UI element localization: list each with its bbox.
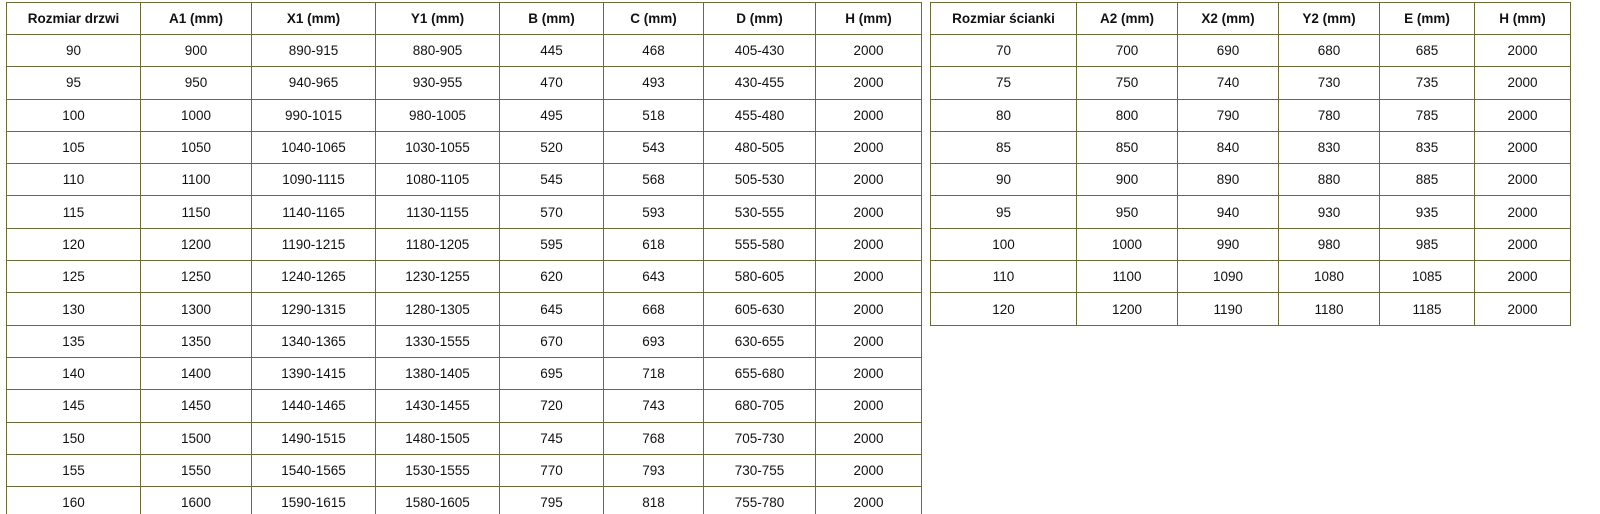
- table-cell: 1030-1055: [376, 131, 500, 163]
- table-cell: 740: [1178, 67, 1279, 99]
- table-cell: 1330-1555: [376, 325, 500, 357]
- table-cell: 1480-1505: [376, 422, 500, 454]
- table-cell: 680-705: [704, 390, 816, 422]
- table-cell: 668: [604, 293, 704, 325]
- table-cell: 75: [931, 67, 1077, 99]
- walls-table-column-header: X2 (mm): [1178, 3, 1279, 35]
- table-cell: 935: [1380, 196, 1475, 228]
- table-cell: 70: [931, 35, 1077, 67]
- table-cell: 985: [1380, 228, 1475, 260]
- table-cell: 780: [1279, 99, 1380, 131]
- table-cell: 85: [931, 131, 1077, 163]
- table-cell: 1450: [141, 390, 252, 422]
- table-cell: 1150: [141, 196, 252, 228]
- table-cell: 518: [604, 99, 704, 131]
- doors-table-body: [7, 35, 922, 514]
- table-cell: 618: [604, 228, 704, 260]
- table-cell: 90: [931, 164, 1077, 196]
- table-cell: 505-530: [704, 164, 816, 196]
- table-cell: 90: [7, 35, 141, 67]
- table-cell: 1190: [1178, 293, 1279, 325]
- table-cell: 735: [1380, 67, 1475, 99]
- table-row: [7, 261, 922, 293]
- table-cell: 545: [500, 164, 604, 196]
- table-row: [931, 67, 1571, 99]
- doors-table-column-header: B (mm): [500, 3, 604, 35]
- table-cell: 520: [500, 131, 604, 163]
- table-cell: 605-630: [704, 293, 816, 325]
- table-cell: 1080: [1279, 261, 1380, 293]
- table-cell: 930-955: [376, 67, 500, 99]
- table-cell: 580-605: [704, 261, 816, 293]
- table-cell: 990: [1178, 228, 1279, 260]
- table-cell: 568: [604, 164, 704, 196]
- table-cell: 1500: [141, 422, 252, 454]
- table-cell: 785: [1380, 99, 1475, 131]
- table-cell: 818: [604, 487, 704, 514]
- table-row: [931, 261, 1571, 293]
- table-row: [7, 293, 922, 325]
- table-header-row: [931, 3, 1571, 35]
- doors-table-column-header: C (mm): [604, 3, 704, 35]
- table-cell: 80: [931, 99, 1077, 131]
- table-cell: 718: [604, 357, 704, 389]
- table-row: [931, 35, 1571, 67]
- table-cell: 1540-1565: [252, 454, 376, 486]
- table-cell: 155: [7, 454, 141, 486]
- table-row: [7, 390, 922, 422]
- table-cell: 770: [500, 454, 604, 486]
- table-cell: 1100: [141, 164, 252, 196]
- table-cell: 2000: [1475, 164, 1571, 196]
- table-cell: 2000: [816, 164, 922, 196]
- table-cell: 1200: [141, 228, 252, 260]
- table-cell: 115: [7, 196, 141, 228]
- table-cell: 730: [1279, 67, 1380, 99]
- table-cell: 2000: [816, 35, 922, 67]
- table-cell: 1250: [141, 261, 252, 293]
- table-cell: 695: [500, 357, 604, 389]
- table-cell: 1300: [141, 293, 252, 325]
- table-cell: 880-905: [376, 35, 500, 67]
- table-cell: 730-755: [704, 454, 816, 486]
- table-cell: 2000: [816, 422, 922, 454]
- table-cell: 470: [500, 67, 604, 99]
- table-cell: 1290-1315: [252, 293, 376, 325]
- walls-table-header: [931, 3, 1571, 35]
- table-cell: 990-1015: [252, 99, 376, 131]
- table-cell: 685: [1380, 35, 1475, 67]
- table-cell: 1590-1615: [252, 487, 376, 514]
- table-cell: 2000: [1475, 261, 1571, 293]
- table-cell: 130: [7, 293, 141, 325]
- table-cell: 135: [7, 325, 141, 357]
- table-cell: 930: [1279, 196, 1380, 228]
- table-cell: 455-480: [704, 99, 816, 131]
- table-cell: 2000: [816, 325, 922, 357]
- table-cell: 110: [7, 164, 141, 196]
- table-cell: 570: [500, 196, 604, 228]
- doors-table-column-header: D (mm): [704, 3, 816, 35]
- table-cell: 755-780: [704, 487, 816, 514]
- table-cell: 2000: [816, 196, 922, 228]
- table-cell: 95: [7, 67, 141, 99]
- table-cell: 2000: [816, 131, 922, 163]
- table-cell: 800: [1077, 99, 1178, 131]
- table-cell: 880: [1279, 164, 1380, 196]
- table-cell: 430-455: [704, 67, 816, 99]
- table-cell: 1350: [141, 325, 252, 357]
- doors-table-column-header: Y1 (mm): [376, 3, 500, 35]
- table-cell: 405-430: [704, 35, 816, 67]
- table-cell: 1380-1405: [376, 357, 500, 389]
- table-cell: 850: [1077, 131, 1178, 163]
- table-cell: 1340-1365: [252, 325, 376, 357]
- table-cell: 2000: [1475, 293, 1571, 325]
- table-cell: 1130-1155: [376, 196, 500, 228]
- table-cell: 980: [1279, 228, 1380, 260]
- table-cell: 125: [7, 261, 141, 293]
- table-cell: 493: [604, 67, 704, 99]
- table-cell: 790: [1178, 99, 1279, 131]
- walls-table-body: [931, 35, 1571, 326]
- table-cell: 2000: [1475, 131, 1571, 163]
- table-row: [7, 228, 922, 260]
- table-cell: 940-965: [252, 67, 376, 99]
- table-cell: 2000: [816, 261, 922, 293]
- table-cell: 768: [604, 422, 704, 454]
- table-row: [931, 293, 1571, 325]
- table-cell: 890: [1178, 164, 1279, 196]
- table-cell: 480-505: [704, 131, 816, 163]
- walls-dimensions-table-container: [930, 2, 1571, 326]
- table-row: [7, 454, 922, 486]
- table-cell: 1090: [1178, 261, 1279, 293]
- table-row: [931, 99, 1571, 131]
- table-cell: 145: [7, 390, 141, 422]
- table-cell: 1530-1555: [376, 454, 500, 486]
- doors-table-column-header: A1 (mm): [141, 3, 252, 35]
- table-cell: 950: [1077, 196, 1178, 228]
- table-cell: 2000: [816, 357, 922, 389]
- table-cell: 1600: [141, 487, 252, 514]
- table-cell: 1550: [141, 454, 252, 486]
- table-cell: 110: [931, 261, 1077, 293]
- table-row: [7, 131, 922, 163]
- table-cell: 680: [1279, 35, 1380, 67]
- table-cell: 1185: [1380, 293, 1475, 325]
- table-cell: 1040-1065: [252, 131, 376, 163]
- table-cell: 890-915: [252, 35, 376, 67]
- doors-table-header: [7, 3, 922, 35]
- table-cell: 1230-1255: [376, 261, 500, 293]
- table-cell: 630-655: [704, 325, 816, 357]
- table-cell: 745: [500, 422, 604, 454]
- table-cell: 620: [500, 261, 604, 293]
- table-cell: 900: [141, 35, 252, 67]
- table-cell: 100: [931, 228, 1077, 260]
- table-cell: 530-555: [704, 196, 816, 228]
- table-row: [7, 164, 922, 196]
- table-cell: 2000: [1475, 35, 1571, 67]
- table-cell: 1180: [1279, 293, 1380, 325]
- table-cell: 840: [1178, 131, 1279, 163]
- table-cell: 1000: [1077, 228, 1178, 260]
- table-cell: 795: [500, 487, 604, 514]
- walls-table-column-header: H (mm): [1475, 3, 1571, 35]
- table-cell: 1440-1465: [252, 390, 376, 422]
- doors-table-column-header: H (mm): [816, 3, 922, 35]
- table-cell: 2000: [816, 293, 922, 325]
- table-cell: 140: [7, 357, 141, 389]
- table-row: [931, 164, 1571, 196]
- table-row: [7, 67, 922, 99]
- table-row: [7, 99, 922, 131]
- table-cell: 1190-1215: [252, 228, 376, 260]
- table-cell: 120: [931, 293, 1077, 325]
- table-cell: 120: [7, 228, 141, 260]
- table-cell: 830: [1279, 131, 1380, 163]
- table-cell: 2000: [1475, 67, 1571, 99]
- table-cell: 645: [500, 293, 604, 325]
- table-cell: 2000: [816, 67, 922, 99]
- walls-table-column-header: Rozmiar ścianki: [931, 3, 1077, 35]
- table-cell: 1490-1515: [252, 422, 376, 454]
- table-cell: 150: [7, 422, 141, 454]
- table-cell: 2000: [816, 454, 922, 486]
- table-row: [7, 35, 922, 67]
- table-cell: 940: [1178, 196, 1279, 228]
- table-cell: 555-580: [704, 228, 816, 260]
- table-cell: 2000: [1475, 99, 1571, 131]
- table-cell: 1180-1205: [376, 228, 500, 260]
- table-cell: 690: [1178, 35, 1279, 67]
- table-cell: 1100: [1077, 261, 1178, 293]
- walls-table-column-header: E (mm): [1380, 3, 1475, 35]
- table-cell: 2000: [816, 99, 922, 131]
- doors-table-column-header: Rozmiar drzwi: [7, 3, 141, 35]
- table-cell: 1280-1305: [376, 293, 500, 325]
- table-cell: 1090-1115: [252, 164, 376, 196]
- doors-dimensions-table: [6, 2, 922, 514]
- table-cell: 95: [931, 196, 1077, 228]
- table-cell: 643: [604, 261, 704, 293]
- walls-table-column-header: A2 (mm): [1077, 3, 1178, 35]
- table-cell: 593: [604, 196, 704, 228]
- table-cell: 1080-1105: [376, 164, 500, 196]
- table-cell: 670: [500, 325, 604, 357]
- table-cell: 445: [500, 35, 604, 67]
- table-cell: 495: [500, 99, 604, 131]
- table-cell: 100: [7, 99, 141, 131]
- table-cell: 1000: [141, 99, 252, 131]
- table-row: [931, 228, 1571, 260]
- table-header-row: [7, 3, 922, 35]
- table-cell: 160: [7, 487, 141, 514]
- table-cell: 543: [604, 131, 704, 163]
- table-row: [931, 196, 1571, 228]
- table-row: [7, 196, 922, 228]
- table-row: [7, 357, 922, 389]
- doors-table-column-header: X1 (mm): [252, 3, 376, 35]
- table-cell: 655-680: [704, 357, 816, 389]
- table-cell: 720: [500, 390, 604, 422]
- table-cell: 700: [1077, 35, 1178, 67]
- table-cell: 1200: [1077, 293, 1178, 325]
- table-cell: 1430-1455: [376, 390, 500, 422]
- table-cell: 900: [1077, 164, 1178, 196]
- table-cell: 1140-1165: [252, 196, 376, 228]
- table-cell: 1400: [141, 357, 252, 389]
- table-cell: 1580-1605: [376, 487, 500, 514]
- table-row: [7, 422, 922, 454]
- table-row: [931, 131, 1571, 163]
- walls-dimensions-table: [930, 2, 1571, 326]
- table-row: [7, 487, 922, 514]
- table-cell: 1085: [1380, 261, 1475, 293]
- doors-dimensions-table-container: [6, 2, 922, 514]
- table-cell: 1240-1265: [252, 261, 376, 293]
- table-cell: 793: [604, 454, 704, 486]
- table-cell: 705-730: [704, 422, 816, 454]
- table-cell: 2000: [816, 487, 922, 514]
- table-cell: 835: [1380, 131, 1475, 163]
- table-cell: 743: [604, 390, 704, 422]
- table-cell: 980-1005: [376, 99, 500, 131]
- table-cell: 2000: [1475, 196, 1571, 228]
- table-cell: 693: [604, 325, 704, 357]
- table-cell: 2000: [816, 390, 922, 422]
- table-cell: 595: [500, 228, 604, 260]
- table-cell: 2000: [816, 228, 922, 260]
- table-cell: 950: [141, 67, 252, 99]
- table-cell: 2000: [1475, 228, 1571, 260]
- table-row: [7, 325, 922, 357]
- table-cell: 468: [604, 35, 704, 67]
- table-cell: 750: [1077, 67, 1178, 99]
- table-cell: 885: [1380, 164, 1475, 196]
- walls-table-column-header: Y2 (mm): [1279, 3, 1380, 35]
- table-cell: 1050: [141, 131, 252, 163]
- table-cell: 105: [7, 131, 141, 163]
- table-cell: 1390-1415: [252, 357, 376, 389]
